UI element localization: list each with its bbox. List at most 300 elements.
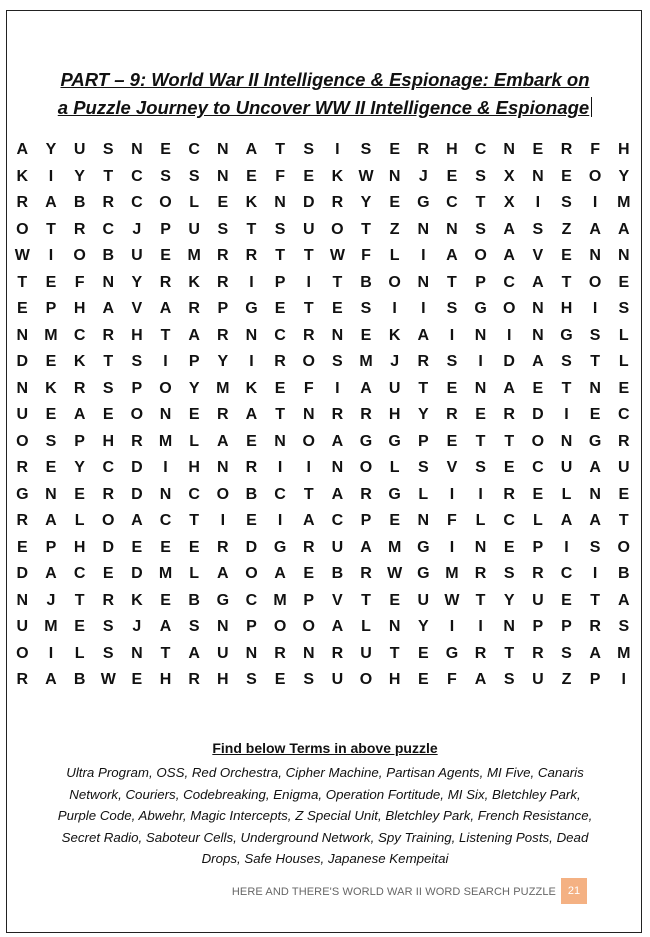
grid-letter: P — [532, 538, 544, 556]
grid-letter: N — [617, 247, 630, 264]
grid-letter: R — [16, 671, 29, 688]
grid-letter: P — [45, 300, 57, 317]
grid-letter: I — [48, 167, 54, 185]
grid-letter: N — [16, 591, 29, 609]
grid-letter: C — [102, 459, 115, 476]
grid-letter: E — [160, 538, 171, 556]
grid-letter: E — [160, 247, 171, 264]
grid-letter: A — [245, 406, 258, 423]
grid-letter: K — [188, 273, 200, 291]
grid-letter: R — [73, 379, 86, 397]
grid-letter: Z — [561, 220, 572, 238]
grid-letter: T — [475, 591, 486, 609]
grid-letter: S — [561, 194, 572, 211]
grid-letter: S — [188, 618, 200, 635]
grid-letter: R — [503, 406, 515, 423]
grid-letter: U — [16, 406, 29, 423]
grid-letter: S — [217, 220, 229, 238]
grid-letter: E — [446, 167, 458, 185]
grid-letter: T — [275, 247, 285, 264]
grid-letter: E — [503, 459, 515, 476]
grid-letter: R — [73, 220, 86, 238]
grid-letter: R — [217, 247, 229, 264]
grid-letter: T — [504, 644, 515, 662]
grid-letter: E — [188, 538, 200, 556]
grid-letter: R — [16, 512, 29, 529]
grid-letter: G — [445, 644, 459, 662]
grid-letter: B — [73, 671, 86, 688]
grid-letter: L — [389, 247, 400, 264]
grid-letter: A — [45, 565, 57, 582]
grid-letter: N — [503, 618, 515, 635]
grid-letter: T — [160, 644, 171, 662]
grid-letter: M — [387, 538, 402, 556]
word-search-grid — [8, 137, 638, 694]
grid-letter: Y — [217, 353, 229, 370]
grid-letter: I — [478, 618, 483, 635]
grid-letter: S — [561, 353, 572, 370]
grid-letter: T — [389, 644, 400, 662]
grid-letter: E — [74, 618, 85, 635]
grid-letter: U — [131, 247, 143, 264]
grid-letter: I — [335, 379, 340, 397]
grid-row — [8, 667, 638, 694]
grid-letter: R — [131, 432, 143, 450]
grid-letter: R — [474, 644, 487, 662]
grid-letter: R — [274, 353, 286, 370]
grid-letter: D — [302, 194, 315, 211]
grid-letter: R — [217, 326, 229, 344]
grid-letter: E — [102, 406, 114, 423]
grid-letter: N — [532, 326, 544, 344]
grid-letter: I — [306, 273, 311, 291]
grid-letter: Y — [618, 167, 630, 185]
grid-row — [8, 137, 638, 164]
grid-letter: S — [589, 538, 601, 556]
grid-letter: A — [245, 141, 258, 158]
grid-letter: M — [617, 194, 631, 211]
grid-letter: O — [159, 379, 172, 397]
grid-letter: C — [331, 512, 344, 529]
grid-row — [8, 164, 638, 191]
grid-letter: S — [475, 220, 486, 238]
grid-letter: T — [475, 194, 486, 211]
grid-letter: G — [216, 591, 230, 609]
grid-letter: G — [474, 300, 487, 317]
grid-row — [8, 217, 638, 244]
grid-letter: C — [274, 485, 286, 503]
grid-letter: G — [16, 485, 29, 503]
grid-letter: N — [217, 618, 229, 635]
grid-letter: R — [217, 406, 229, 423]
grid-letter: C — [245, 591, 258, 609]
grid-letter: Z — [389, 220, 400, 238]
grid-letter: U — [217, 644, 229, 662]
grid-row — [8, 429, 638, 456]
grid-letter: E — [45, 273, 57, 291]
grid-letter: A — [503, 220, 515, 238]
grid-letter: E — [303, 565, 315, 582]
grid-letter: R — [245, 459, 258, 476]
grid-letter: D — [245, 538, 258, 556]
find-terms-heading: Find below Terms in above puzzle — [212, 740, 438, 756]
grid-letter: N — [331, 459, 344, 476]
grid-letter: Y — [131, 273, 143, 291]
grid-row — [8, 641, 638, 668]
grid-letter: L — [532, 512, 543, 529]
grid-letter: S — [274, 220, 286, 238]
grid-letter: A — [159, 618, 172, 635]
grid-letter: D — [131, 565, 143, 582]
grid-letter: N — [589, 485, 601, 503]
grid-letter: R — [188, 300, 200, 317]
grid-letter: T — [246, 220, 257, 238]
grid-letter: G — [560, 326, 573, 344]
grid-letter: S — [532, 220, 544, 238]
grid-letter: C — [532, 459, 544, 476]
grid-letter: E — [274, 379, 286, 397]
grid-row — [8, 561, 638, 588]
grid-letter: H — [617, 141, 630, 158]
grid-letter: E — [618, 379, 630, 397]
grid-letter: O — [130, 406, 144, 423]
grid-letter: E — [360, 326, 372, 344]
grid-row — [8, 190, 638, 217]
grid-letter: B — [360, 273, 372, 291]
grid-letter: E — [389, 512, 400, 529]
grid-letter: A — [503, 247, 515, 264]
grid-letter: N — [474, 538, 487, 556]
grid-letter: E — [131, 538, 143, 556]
grid-letter: C — [503, 512, 515, 529]
grid-letter: R — [217, 538, 229, 556]
grid-letter: L — [561, 485, 572, 503]
grid-letter: R — [360, 565, 372, 582]
grid-letter: G — [245, 300, 258, 317]
grid-letter: C — [102, 220, 115, 238]
grid-letter: E — [160, 141, 171, 158]
grid-letter: S — [618, 300, 630, 317]
grid-letter: S — [45, 432, 57, 450]
grid-letter: A — [446, 247, 458, 264]
grid-row — [8, 508, 638, 535]
grid-letter: A — [188, 326, 200, 344]
grid-letter: E — [16, 300, 28, 317]
grid-letter: G — [417, 194, 430, 211]
grid-letter: R — [417, 353, 430, 370]
grid-letter: S — [102, 379, 114, 397]
grid-letter: M — [359, 353, 373, 370]
grid-letter: R — [102, 326, 115, 344]
grid-letter: E — [102, 565, 114, 582]
grid-letter: A — [589, 459, 601, 476]
grid-letter: P — [561, 618, 572, 635]
grid-letter: C — [131, 167, 143, 185]
grid-letter: T — [447, 273, 457, 291]
grid-letter: T — [332, 273, 343, 291]
grid-letter: S — [475, 459, 486, 476]
grid-letter: D — [503, 353, 515, 370]
grid-letter: O — [245, 565, 258, 582]
grid-letter: R — [532, 644, 544, 662]
grid-letter: C — [446, 194, 458, 211]
grid-letter: H — [131, 326, 143, 344]
grid-letter: H — [188, 459, 200, 476]
grid-letter: E — [332, 300, 343, 317]
grid-letter: R — [102, 591, 115, 609]
grid-row — [8, 402, 638, 429]
grid-letter: E — [446, 432, 458, 450]
grid-letter: N — [560, 432, 573, 450]
grid-letter: T — [103, 353, 114, 370]
grid-letter: E — [532, 485, 544, 503]
grid-letter: N — [589, 379, 601, 397]
grid-letter: C — [131, 194, 143, 211]
grid-letter: I — [564, 406, 569, 423]
grid-letter: S — [475, 167, 486, 185]
grid-row — [8, 376, 638, 403]
grid-letter: A — [589, 644, 601, 662]
grid-letter: N — [217, 459, 229, 476]
grid-letter: E — [389, 141, 400, 158]
grid-letter: R — [331, 406, 344, 423]
grid-letter: N — [388, 167, 401, 185]
grid-letter: L — [74, 512, 85, 529]
grid-letter: A — [617, 591, 630, 609]
grid-letter: R — [589, 618, 601, 635]
grid-letter: U — [532, 671, 544, 688]
grid-letter: P — [74, 432, 85, 450]
grid-letter: E — [74, 485, 85, 503]
grid-letter: N — [16, 379, 29, 397]
grid-letter: A — [331, 432, 344, 450]
grid-letter: N — [503, 141, 515, 158]
grid-letter: I — [163, 353, 168, 370]
grid-letter: O — [502, 300, 516, 317]
grid-letter: A — [589, 220, 601, 238]
grid-letter: X — [503, 194, 515, 211]
grid-letter: S — [446, 353, 458, 370]
grid-letter: N — [302, 406, 315, 423]
grid-letter: L — [189, 194, 200, 211]
grid-letter: S — [131, 353, 143, 370]
grid-letter: M — [187, 247, 201, 264]
grid-letter: I — [421, 300, 426, 317]
grid-letter: E — [246, 432, 257, 450]
grid-letter: E — [561, 247, 572, 264]
grid-letter: N — [388, 618, 401, 635]
grid-letter: T — [418, 379, 429, 397]
grid-row — [8, 323, 638, 350]
grid-letter: E — [303, 167, 315, 185]
grid-letter: T — [590, 353, 601, 370]
grid-letter: I — [592, 300, 598, 317]
grid-letter: J — [390, 353, 400, 370]
grid-row — [8, 588, 638, 615]
grid-letter: O — [302, 618, 315, 635]
grid-letter: T — [618, 512, 629, 529]
grid-letter: R — [446, 406, 458, 423]
grid-letter: P — [589, 671, 601, 688]
grid-letter: I — [478, 485, 483, 503]
grid-letter: N — [131, 644, 143, 662]
grid-letter: R — [360, 406, 372, 423]
grid-letter: R — [245, 247, 258, 264]
grid-letter: T — [74, 591, 85, 609]
grid-letter: S — [360, 300, 372, 317]
grid-letter: O — [16, 432, 29, 450]
grid-letter: T — [46, 220, 56, 238]
grid-letter: R — [188, 671, 200, 688]
grid-letter: I — [335, 141, 340, 158]
grid-letter: N — [417, 273, 430, 291]
grid-letter: C — [73, 565, 86, 582]
grid-letter: I — [392, 300, 397, 317]
grid-letter: R — [360, 485, 372, 503]
grid-letter: U — [532, 591, 544, 609]
grid-letter: D — [102, 538, 115, 556]
grid-letter: E — [16, 538, 28, 556]
grid-letter: E — [503, 538, 515, 556]
grid-letter: K — [45, 379, 57, 397]
grid-letter: T — [103, 167, 114, 185]
grid-letter: R — [302, 326, 315, 344]
grid-letter: I — [449, 326, 455, 344]
grid-letter: A — [560, 512, 573, 529]
grid-letter: I — [277, 512, 283, 529]
grid-letter: Y — [45, 141, 57, 158]
grid-letter: A — [360, 379, 372, 397]
grid-letter: U — [560, 459, 573, 476]
grid-letter: I — [535, 194, 541, 211]
grid-letter: C — [73, 326, 86, 344]
grid-letter: R — [102, 194, 115, 211]
grid-letter: U — [388, 379, 401, 397]
grid-letter: N — [245, 644, 258, 662]
grid-letter: N — [417, 220, 430, 238]
grid-letter: D — [16, 565, 29, 582]
grid-letter: M — [617, 644, 631, 662]
grid-letter: S — [360, 141, 372, 158]
grid-letter: M — [216, 379, 230, 397]
grid-letter: N — [474, 379, 487, 397]
grid-letter: R — [560, 141, 573, 158]
grid-letter: I — [449, 485, 455, 503]
grid-letter: E — [618, 273, 630, 291]
grid-letter: W — [329, 247, 345, 264]
grid-row — [8, 270, 638, 297]
grid-letter: Y — [360, 194, 372, 211]
grid-letter: P — [303, 591, 315, 609]
grid-letter: H — [73, 300, 86, 317]
grid-letter: P — [246, 618, 257, 635]
grid-letter: P — [417, 432, 429, 450]
grid-letter: R — [532, 565, 544, 582]
grid-letter: V — [446, 459, 458, 476]
grid-letter: A — [16, 141, 29, 158]
grid-letter: E — [532, 141, 544, 158]
grid-letter: A — [217, 432, 229, 450]
grid-letter: Y — [503, 591, 515, 609]
grid-letter: O — [531, 432, 545, 450]
grid-letter: W — [100, 671, 116, 688]
grid-letter: O — [273, 618, 287, 635]
grid-letter: B — [102, 247, 115, 264]
grid-letter: U — [617, 459, 630, 476]
grid-letter: I — [449, 618, 455, 635]
grid-letter: G — [417, 565, 430, 582]
grid-row — [8, 455, 638, 482]
grid-letter: A — [102, 300, 115, 317]
grid-letter: R — [159, 273, 172, 291]
grid-letter: V — [532, 247, 544, 264]
grid-letter: M — [158, 565, 173, 582]
grid-letter: T — [303, 247, 314, 264]
grid-letter: A — [45, 671, 57, 688]
grid-letter: T — [561, 379, 572, 397]
grid-letter: K — [16, 167, 29, 185]
grid-letter: M — [44, 326, 58, 344]
grid-letter: A — [302, 512, 315, 529]
grid-letter: F — [303, 379, 314, 397]
grid-letter: G — [417, 538, 430, 556]
grid-letter: P — [217, 300, 229, 317]
grid-letter: I — [592, 194, 598, 211]
grid-letter: W — [14, 247, 30, 264]
grid-letter: I — [163, 459, 168, 476]
grid-letter: K — [245, 379, 258, 397]
grid-letter: I — [48, 644, 54, 662]
grid-letter: A — [45, 194, 57, 211]
grid-letter: N — [446, 220, 458, 238]
grid-letter: F — [447, 671, 457, 688]
grid-letter: T — [504, 432, 515, 450]
grid-letter: N — [274, 432, 286, 450]
grid-letter: L — [389, 459, 400, 476]
grid-letter: Y — [188, 379, 200, 397]
grid-letter: V — [131, 300, 143, 317]
grid-letter: N — [331, 326, 344, 344]
grid-letter: N — [589, 247, 601, 264]
grid-letter: O — [302, 432, 315, 450]
grid-letter: Y — [74, 459, 85, 476]
grid-letter: T — [561, 273, 572, 291]
grid-letter: I — [592, 565, 598, 582]
grid-letter: N — [417, 512, 430, 529]
grid-letter: S — [561, 644, 572, 662]
grid-letter: P — [45, 538, 57, 556]
grid-letter: G — [588, 432, 602, 450]
grid-letter: P — [274, 273, 286, 291]
grid-letter: R — [417, 141, 430, 158]
grid-letter: A — [589, 512, 601, 529]
grid-letter: I — [306, 459, 311, 476]
grid-letter: Y — [74, 167, 85, 185]
grid-letter: P — [475, 273, 486, 291]
grid-letter: I — [277, 459, 283, 476]
grid-letter: E — [589, 406, 601, 423]
terms-list: Ultra Program, OSS, Red Orchestra, Cipher Machine, Partisan Agents, MI Five, Canaris Network, Couriers, Codebreaking, Enigma, Operation Fortitude, MI Six, Bletchley Park, Purple Code, Abwehr, Magic Intercepts, Z Special Unit, Bletchley Park, French Resistance, Secret Radio, Saboteur Cells, Underground Network, Spy Training, Listening Posts, Dead Drops, Safe Houses, Japanese Kempeitai — [57, 765, 593, 866]
grid-letter: R — [16, 459, 29, 476]
grid-letter: N — [274, 194, 286, 211]
grid-letter: N — [16, 326, 29, 344]
grid-letter: D — [532, 406, 544, 423]
grid-letter: L — [418, 485, 429, 503]
grid-letter: A — [217, 565, 229, 582]
grid-letter: J — [132, 220, 142, 238]
grid-letter: R — [331, 194, 344, 211]
grid-letter: K — [73, 353, 86, 370]
